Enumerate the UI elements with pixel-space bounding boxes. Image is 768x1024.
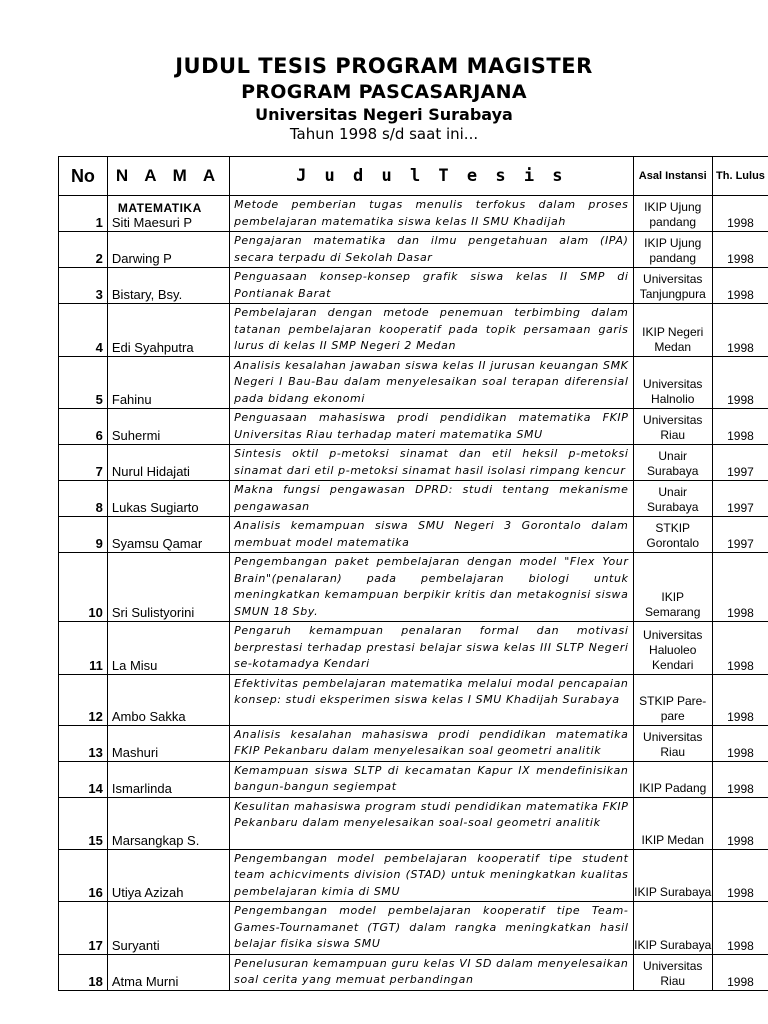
column-header-no: No [59, 157, 108, 196]
thesis-title: Pembelajaran dengan metode penemuan terbimbing dalam tatanan pembelajaran kooperatif pada topik persamaan garis lurus di kelas II SMP Negeri 2 Medan [230, 304, 633, 357]
column-header-asal: Asal Instansi [633, 157, 712, 196]
category-label: MATEMATIKA [117, 201, 202, 215]
origin-institution: Universitas Riau [633, 725, 712, 761]
row-number: 10 [59, 553, 108, 622]
graduation-year: 1998 [712, 356, 768, 409]
student-name: Nurul Hidajati [107, 445, 229, 481]
row-number: 4 [59, 304, 108, 357]
row-number: 8 [59, 481, 108, 517]
origin-institution: IKIP Surabaya [633, 902, 712, 955]
thesis-title: Kemampuan siswa SLTP di kecamatan Kapur IX mendefinisikan bangun-bangun segiempat [230, 761, 633, 797]
program-title: PROGRAM PASCASARJANA [241, 81, 527, 103]
row-number: 6 [59, 409, 108, 445]
student-name-text: Siti Maesuri P [111, 215, 193, 230]
origin-institution: IKIP Ujung pandang [633, 232, 712, 268]
student-name: Darwing P [107, 232, 229, 268]
thesis-title: Penelusuran kemampuan guru kelas VI SD dalam menyelesaikan soal cerita yang memuat perbandingan [230, 954, 633, 990]
thesis-title: Analisis kesalahan mahasiswa prodi pendidikan matematika FKIP Pekanbaru dalam menyelesaikan soal geometri analitik [230, 725, 633, 761]
thesis-title: Pengajaran matematika dan ilmu pengetahuan alam (IPA) secara terpadu di Sekolah Dasar [230, 232, 633, 268]
student-name: Suhermi [107, 409, 229, 445]
graduation-year: 1998 [712, 622, 768, 675]
row-number: 16 [59, 849, 108, 902]
row-number: 11 [59, 622, 108, 675]
graduation-year: 1997 [712, 445, 768, 481]
thesis-title: Kesulitan mahasiswa program studi pendidikan matematika FKIP Pekanbaru dalam menyelesaikan soal-soal geometri analitik [230, 797, 633, 849]
row-number: 13 [59, 725, 108, 761]
graduation-year: 1998 [712, 232, 768, 268]
graduation-year: 1998 [712, 761, 768, 797]
origin-institution: Universitas Tanjungpura [633, 268, 712, 304]
graduation-year: 1998 [712, 268, 768, 304]
thesis-title: Pengembangan model pembelajaran kooperatif tipe student team achicviments division (STAD) untuk meningkatkan kualitas pembelajaran kimia di SMU [230, 849, 633, 902]
thesis-title: Makna fungsi pengawasan DPRD: studi tentang mekanisme pengawasan [230, 481, 633, 517]
column-header-judul: J u d u l T e s i s [230, 157, 633, 196]
origin-institution: IKIP Semarang [633, 553, 712, 622]
row-number: 1 [59, 196, 108, 232]
thesis-title: Pengembangan paket pembelajaran dengan model "Flex Your Brain"(penalaran) pada pembelajaran biologi untuk meningkatkan kemampuan berpikir kritis dan metakognisi siswa SMUN 18 Sby. [230, 553, 633, 622]
row-number: 9 [59, 517, 108, 553]
document-title: JUDUL TESIS PROGRAM MAGISTER [175, 54, 593, 78]
student-name: Suryanti [107, 902, 229, 955]
graduation-year: 1998 [712, 553, 768, 622]
row-number: 5 [59, 356, 108, 409]
thesis-title: Efektivitas pembelajaran matematika melalui modal pencapaian konsep: studi eksperimen siswa kelas I SMU Khadijah Surabaya [230, 674, 633, 725]
student-name: Sri Sulistyorini [107, 553, 229, 622]
table-row [59, 232, 768, 268]
row-number: 7 [59, 445, 108, 481]
year-range: Tahun 1998 s/d saat ini... [289, 125, 479, 143]
graduation-year: 1998 [712, 674, 768, 725]
table-row [59, 849, 768, 902]
table-row [59, 761, 768, 797]
university-name: Universitas Negeri Surabaya [255, 105, 513, 124]
table-row [59, 622, 768, 675]
table-row [59, 725, 768, 761]
origin-institution: IKIP Surabaya [633, 849, 712, 902]
origin-institution: Universitas Riau [633, 409, 712, 445]
thesis-title: Penguasaan mahasiswa prodi pendidikan matematika FKIP Universitas Riau terhadap materi matematika SMU [230, 409, 633, 445]
student-name: Edi Syahputra [107, 304, 229, 357]
student-name: Ismarlinda [107, 761, 229, 797]
origin-institution: IKIP Padang [633, 761, 712, 797]
table-row [59, 268, 768, 304]
student-name: Bistary, Bsy. [107, 268, 229, 304]
origin-institution: Universitas Riau [633, 954, 712, 990]
row-number: 3 [59, 268, 108, 304]
graduation-year: 1998 [712, 797, 768, 849]
table-body [59, 196, 768, 991]
table-row [59, 553, 768, 622]
graduation-year: 1997 [712, 517, 768, 553]
student-name: Utiya Azizah [107, 849, 229, 902]
origin-institution: Unair Surabaya [633, 445, 712, 481]
origin-institution: IKIP Ujung pandang [633, 196, 712, 232]
table-row [59, 304, 768, 357]
student-name: Atma Murni [107, 954, 229, 990]
student-name: Ambo Sakka [107, 674, 229, 725]
table-row [59, 196, 768, 232]
student-name: Fahinu [107, 356, 229, 409]
graduation-year: 1998 [712, 304, 768, 357]
row-number: 17 [59, 902, 108, 955]
thesis-title: Pengaruh kemampuan penalaran formal dan motivasi berprestasi terhadap prestasi belajar siswa kelas III SLTP Negeri se-kotamadya Kendari [230, 622, 633, 675]
origin-institution: IKIP Medan [633, 797, 712, 849]
origin-institution: IKIP Negeri Medan [633, 304, 712, 357]
row-number: 2 [59, 232, 108, 268]
column-header-lulus: Th. Lulus [712, 157, 768, 196]
student-name: Marsangkap S. [107, 797, 229, 849]
origin-institution: Unair Surabaya [633, 481, 712, 517]
thesis-table [58, 156, 768, 991]
table-row [59, 445, 768, 481]
thesis-title: Metode pemberian tugas menulis terfokus dalam proses pembelajaran matematika siswa kelas II SMU Khadijah [230, 196, 633, 232]
student-name: Syamsu Qamar [107, 517, 229, 553]
graduation-year: 1998 [712, 409, 768, 445]
table-row [59, 481, 768, 517]
row-number: 18 [59, 954, 108, 990]
origin-institution: Universitas Halnolio [633, 356, 712, 409]
student-name: Mashuri [107, 725, 229, 761]
table-row [59, 797, 768, 849]
graduation-year: 1998 [712, 954, 768, 990]
table-row [59, 674, 768, 725]
thesis-title: Pengembangan model pembelajaran kooperatif tipe Team-Games-Tournamanet (TGT) dalam rangka meningkatkan hasil belajar fisika siswa SMU [230, 902, 633, 955]
row-number: 14 [59, 761, 108, 797]
thesis-title: Analisis kemampuan siswa SMU Negeri 3 Gorontalo dalam membuat model matematika [230, 517, 633, 553]
student-name [107, 196, 229, 232]
graduation-year: 1998 [712, 725, 768, 761]
thesis-title: Sintesis oktil p-metoksi sinamat dan etil heksil p-metoksi sinamat dari etil p-metoksi sinamat hasil isolasi rimpang kencur [230, 445, 633, 481]
origin-institution: STKIP Pare-pare [633, 674, 712, 725]
student-name: La Misu [107, 622, 229, 675]
thesis-title: Penguasaan konsep-konsep grafik siswa kelas II SMP di Pontianak Barat [230, 268, 633, 304]
graduation-year: 1998 [712, 196, 768, 232]
graduation-year: 1998 [712, 902, 768, 955]
table-row [59, 902, 768, 955]
graduation-year: 1997 [712, 481, 768, 517]
thesis-title: Analisis kesalahan jawaban siswa kelas II jurusan keuangan SMK Negeri I Bau-Bau dalam menyelesaikan soal terapan diferensial pada bidang ekonomi [230, 356, 633, 409]
row-number: 15 [59, 797, 108, 849]
table-row [59, 517, 768, 553]
column-header-nama: N A M A [107, 157, 229, 196]
origin-institution: STKIP Gorontalo [633, 517, 712, 553]
table-row [59, 954, 768, 990]
graduation-year: 1998 [712, 849, 768, 902]
table-header-row [59, 157, 768, 196]
table-row [59, 409, 768, 445]
row-number: 12 [59, 674, 108, 725]
student-name: Lukas Sugiarto [107, 481, 229, 517]
origin-institution: Universitas Haluoleo Kendari [633, 622, 712, 675]
table-row [59, 356, 768, 409]
